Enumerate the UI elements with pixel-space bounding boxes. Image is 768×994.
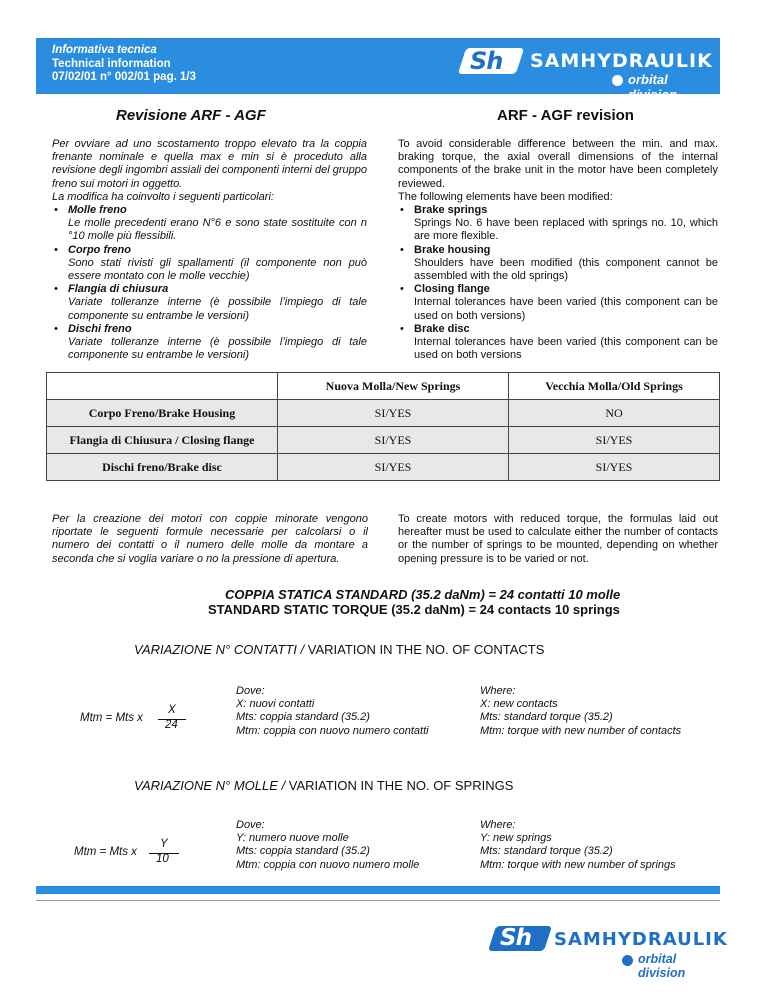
title-english: ARF - AGF revision: [497, 107, 634, 124]
english-column: [398, 138, 718, 362]
contacts-denominator: 24: [165, 719, 178, 731]
formula-intro-italian: Per la creazione dei motori con coppie minorate vengono riportate le seguenti formule necessarie per calcolarsi o il numero dei contatti o il numero delle molle da montare a seconda che si voglia variare o no la pressione di apertura.: [52, 513, 368, 565]
standard-torque-italian: COPPIA STATICA STANDARD (35.2 daNm) = 24 contatti 10 molle: [225, 587, 621, 602]
springs-numerator: Y: [160, 838, 168, 850]
table-cell: Corpo Freno/Brake Housing: [47, 400, 278, 427]
table-cell: Dischi freno/Brake disc: [47, 454, 278, 481]
italian-item: • Corpo freno Sono stati rivisti gli spallamenti (il componente non può essere montato con le molle vecchie): [68, 244, 367, 284]
formula-intro-english: To create motors with reduced torque, the formulas laid out hereafter must be used to calculate either the number of contacts or the number of springs to be mounted, depending on whether opening pressure is to be varied or not.: [398, 513, 718, 565]
table-cell: SI/YES: [278, 400, 509, 427]
springs-heading: VARIAZIONE N° MOLLE / VARIATION IN THE NO. OF SPRINGS: [134, 778, 514, 793]
table-cell: SI/YES: [509, 427, 720, 454]
italian-column: [52, 138, 367, 362]
english-item: • Brake springs Springs No. 6 have been replaced with springs no. 10, which are more flexible.: [414, 204, 718, 244]
table-cell: SI/YES: [278, 427, 509, 454]
logo-mark: Sh: [470, 47, 503, 75]
footer-logo: [490, 922, 728, 980]
italian-item: • Dischi freno Variate tolleranze interne (è possibile l’impiego di tale componente su entrambe le versioni): [68, 323, 367, 363]
logo-mark: Sh: [500, 925, 531, 951]
compatibility-table: [46, 372, 720, 481]
springs-denominator: 10: [156, 853, 169, 865]
contacts-legend-english: Where: X: new contacts Mts: standard torque (35.2) Mtm: torque with new number of contacts: [480, 685, 682, 737]
table-cell: Flangia di Chiusura / Closing flange: [47, 427, 278, 454]
gear-icon: [622, 955, 633, 966]
table-cell: SI/YES: [509, 454, 720, 481]
italian-item: • Flangia di chiusura Variate tolleranze interne (è possibile l’impiego di tale componente su entrambe le versioni): [68, 283, 367, 323]
standard-torque-english: STANDARD STATIC TORQUE (35.2 daNm) = 24 contacts 10 springs: [208, 602, 620, 617]
footer-rule: [36, 900, 720, 901]
springs-legend-english: Where: Y: new springs Mts: standard torque (35.2) Mtm: torque with new number of springs: [480, 819, 676, 871]
brand-division: orbital division: [638, 952, 686, 980]
springs-formula-lhs: Mtm = Mts x: [74, 846, 137, 858]
footer-band: [36, 886, 720, 894]
contacts-formula-lhs: Mtm = Mts x: [80, 712, 143, 724]
italian-item: • Molle freno Le molle precedenti erano N°6 e sono state sostituite con n °10 molle più flessibili.: [68, 204, 367, 244]
italian-intro: Per ovviare ad uno scostamento troppo elevato tra la coppia frenante nominale e quella max e min si è proceduto alla revisione degli ingombri assiali dei componenti interni del gruppo freno sui motori in oggetto.: [52, 138, 367, 190]
doc-line-italian: Informativa tecnica: [52, 44, 157, 56]
doc-reference: 07/02/01 n° 002/01 pag. 1/3: [52, 71, 196, 83]
header-logo: [458, 44, 720, 102]
english-intro-2: The following elements have been modified:: [398, 190, 613, 203]
table-header-cell: [47, 373, 278, 400]
title-italian: Revisione ARF - AGF: [116, 107, 266, 124]
english-intro: To avoid considerable difference between the min. and max. braking torque, the axial overall dimensions of the internal components of the brake unit in the motor have been completely reviewed.: [398, 138, 718, 190]
table-cell: NO: [509, 400, 720, 427]
english-item: • Closing flange Internal tolerances have been varied (this component can be used on both versions): [414, 283, 718, 323]
contacts-heading: VARIAZIONE N° CONTATTI / VARIATION IN THE NO. OF CONTACTS: [134, 642, 545, 657]
springs-legend-italian: Dove: Y: numero nuove molle Mts: coppia standard (35.2) Mtm: coppia con nuovo numero molle: [236, 819, 420, 871]
document-info: [52, 44, 196, 85]
english-item: • Brake housing Shoulders have been modified (this component cannot be assembled with the old springs): [414, 244, 718, 284]
table-row: [47, 427, 720, 454]
table-header-cell: Nuova Molla/New Springs: [278, 373, 509, 400]
table-header-row: [47, 373, 720, 400]
brand-name: SAMHYDRAULIK: [530, 50, 713, 72]
table-header-cell: Vecchia Molla/Old Springs: [509, 373, 720, 400]
brand-name: SAMHYDRAULIK: [554, 929, 728, 950]
contacts-numerator: X: [168, 704, 176, 716]
doc-line-english: Technical information: [52, 57, 171, 70]
table-row: [47, 454, 720, 481]
gear-icon: [612, 75, 623, 86]
table-cell: SI/YES: [278, 454, 509, 481]
italian-intro-2: La modifica ha coinvolto i seguenti particolari:: [52, 190, 274, 203]
table-row: [47, 400, 720, 427]
brand-division: orbital division: [628, 72, 678, 102]
english-item: • Brake disc Internal tolerances have been varied (this component can be used on both versions: [414, 323, 718, 363]
contacts-legend-italian: Dove: X: nuovi contatti Mts: coppia standard (35.2) Mtm: coppia con nuovo numero contatti: [236, 685, 429, 737]
